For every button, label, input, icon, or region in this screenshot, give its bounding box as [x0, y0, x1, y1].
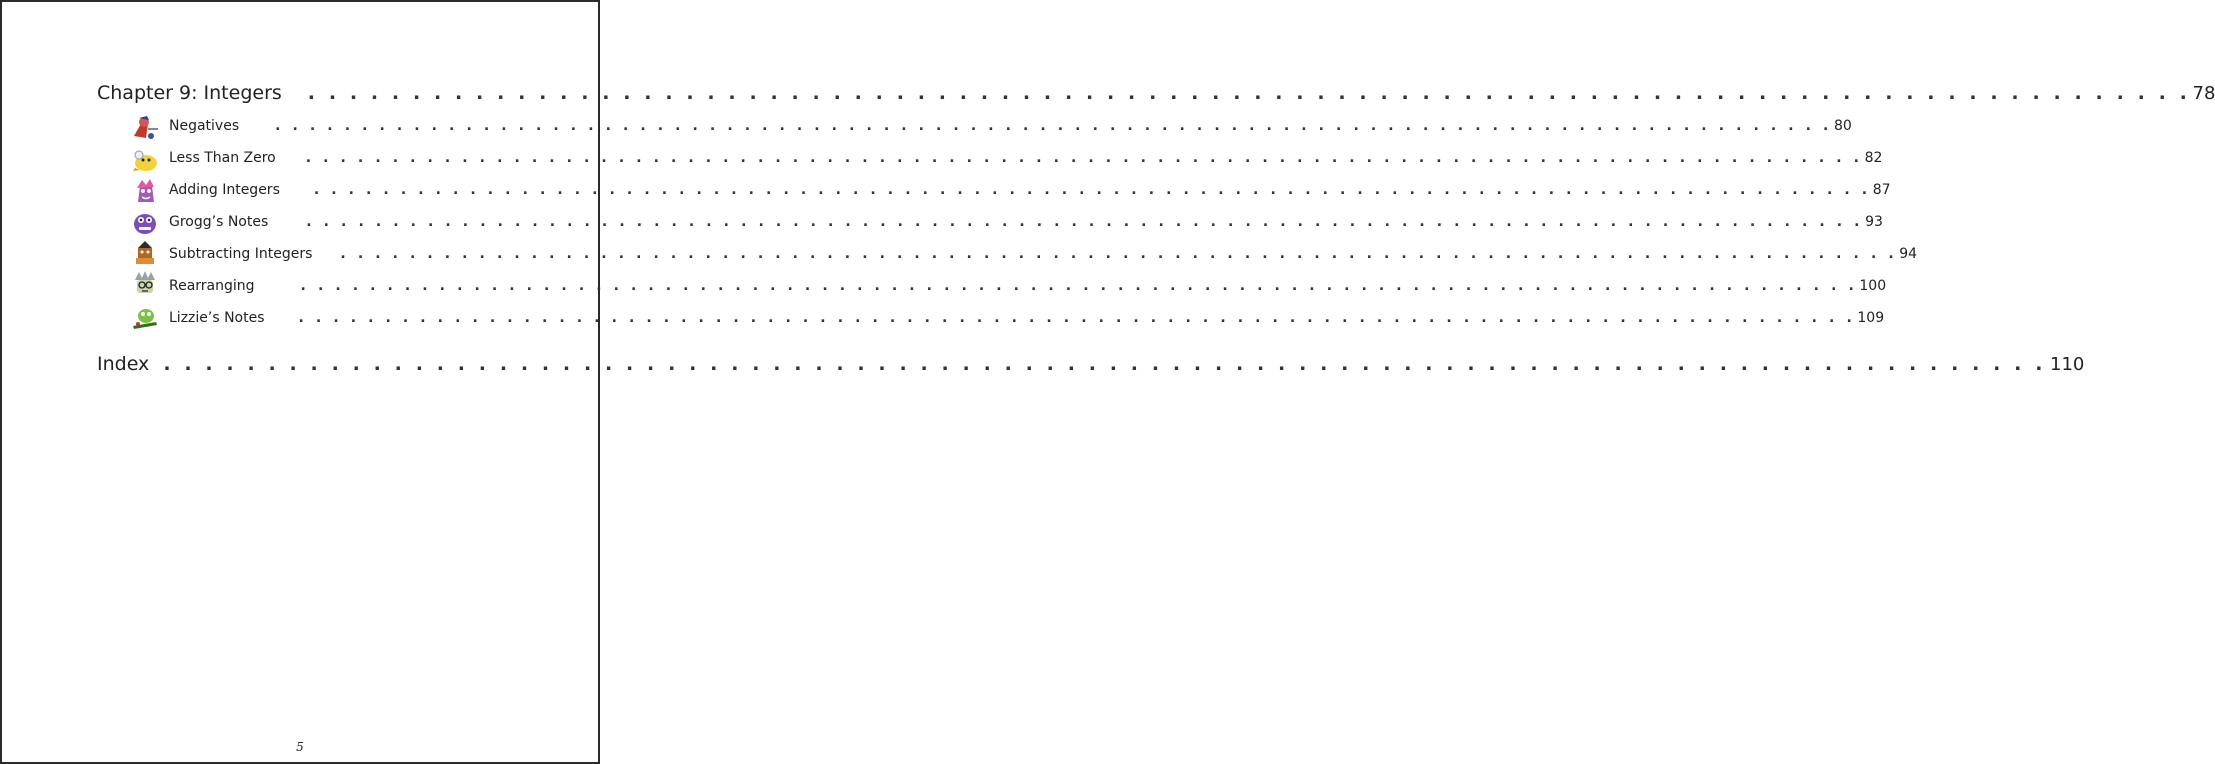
toc-chapter-entry	[97, 82, 2215, 104]
toc-index-entry	[97, 353, 2085, 375]
section-title: Subtracting Integers	[169, 246, 313, 262]
section-page-number: 100	[1859, 278, 1887, 294]
dragon-with-sword-icon	[130, 114, 160, 140]
toc-section-entry	[169, 310, 1885, 326]
toc-section-entry	[169, 246, 1918, 262]
section-title: Negatives	[169, 118, 240, 134]
section-page-number: 109	[1857, 310, 1885, 326]
toc-section-entry	[169, 182, 1891, 198]
toc-section-entry	[169, 214, 1883, 230]
index-title: Index	[97, 353, 150, 375]
hatted-monster-icon	[130, 240, 160, 266]
purple-monster-icon	[130, 209, 160, 235]
dot-leader: . . . . . . . . . . . . . . . . . . . . . . . . . . . . . . . . . . . . . . . . . . . . . . . . . . . . . . . . . . . . . . . . . . . . . . . . . . . . . . . . . . . . . . . . . .	[275, 118, 1832, 134]
chapter-page-number: 78	[2192, 83, 2215, 104]
pink-haired-monster-icon	[130, 178, 160, 204]
yellow-monster-icon	[130, 146, 160, 172]
page-number: 5	[296, 740, 304, 754]
dot-leader: . . . . . . . . . . . . . . . . . . . . . . . . . . . . . . . . . . . . . . . . . . . . . . . . . . . . . . . . . . . . . . . . . . . . . . . . . . . . . . . . . . . . . . . . . .	[305, 150, 1863, 166]
section-title: Grogg’s Notes	[169, 214, 269, 230]
green-lizard-icon	[130, 304, 160, 330]
dot-leader: . . . . . . . . . . . . . . . . . . . . . . . . . . . . . . . . . . . . . . . . . . . . . . . . . . . . . . . . . . . . . . . . . . . . . . . . . . . . . . . . . . . . . . . . . .	[298, 310, 1856, 326]
toc-section-entry	[169, 278, 1887, 294]
dot-leader: . . . . . . . . . . . . . . . . . . . . . . . . . . . . . . . . . . . . . . . . . . . . . . . . . . . . . . . . . . . . . . . . . . . . . . . . . . . . . . . . . . . . . . . . . .	[340, 246, 1898, 262]
dot-leader: . . . . . . . . . . . . . . . . . . . . . . . . . . . . . . . . . . . . . . . . . . . . . . . . . . . . . . . . . . . . . . . . . . . . . . . . . . . . . . . . . . . . . . . . . .	[300, 278, 1858, 294]
toc-section-entry	[169, 150, 1883, 166]
section-page-number: 93	[1865, 214, 1883, 230]
dot-leader: . . . . . . . . . . . . . . . . . . . . . . . . . . . . . . . . . . . . . . . . . . . . . . . . . . . . . . . . . . . . . . . . . . . . . . . . . . . . . . . . . . . . . . . . . .	[313, 182, 1871, 198]
gray-haired-monster-icon	[130, 270, 160, 296]
section-title: Adding Integers	[169, 182, 280, 198]
index-page-number: 110	[2050, 354, 2085, 375]
section-page-number: 82	[1864, 150, 1883, 166]
toc-section-entry	[169, 118, 1852, 134]
section-page-number: 87	[1872, 182, 1891, 198]
dot-leader: . . . . . . . . . . . . . . . . . . . . . . . . . . . . . . . . . . . . . . . . . . . . . . . . . . . . . . . . . . . . . . . . . . . . . . . . . . . . . . . . . . . . . . . . . .	[307, 82, 2191, 104]
section-title: Less Than Zero	[169, 150, 276, 166]
dot-leader: . . . . . . . . . . . . . . . . . . . . . . . . . . . . . . . . . . . . . . . . . . . . . . . . . . . . . . . . . . . . . . . . . . . . . . . . . . . . . . . . . . . . . . . . . .	[163, 353, 2047, 375]
dot-leader: . . . . . . . . . . . . . . . . . . . . . . . . . . . . . . . . . . . . . . . . . . . . . . . . . . . . . . . . . . . . . . . . . . . . . . . . . . . . . . . . . . . . . . . . . .	[306, 214, 1864, 230]
section-title: Lizzie’s Notes	[169, 310, 265, 326]
section-page-number: 80	[1833, 118, 1852, 134]
section-page-number: 94	[1899, 246, 1918, 262]
chapter-title: Chapter 9: Integers	[97, 82, 282, 104]
section-title: Rearranging	[169, 278, 255, 294]
